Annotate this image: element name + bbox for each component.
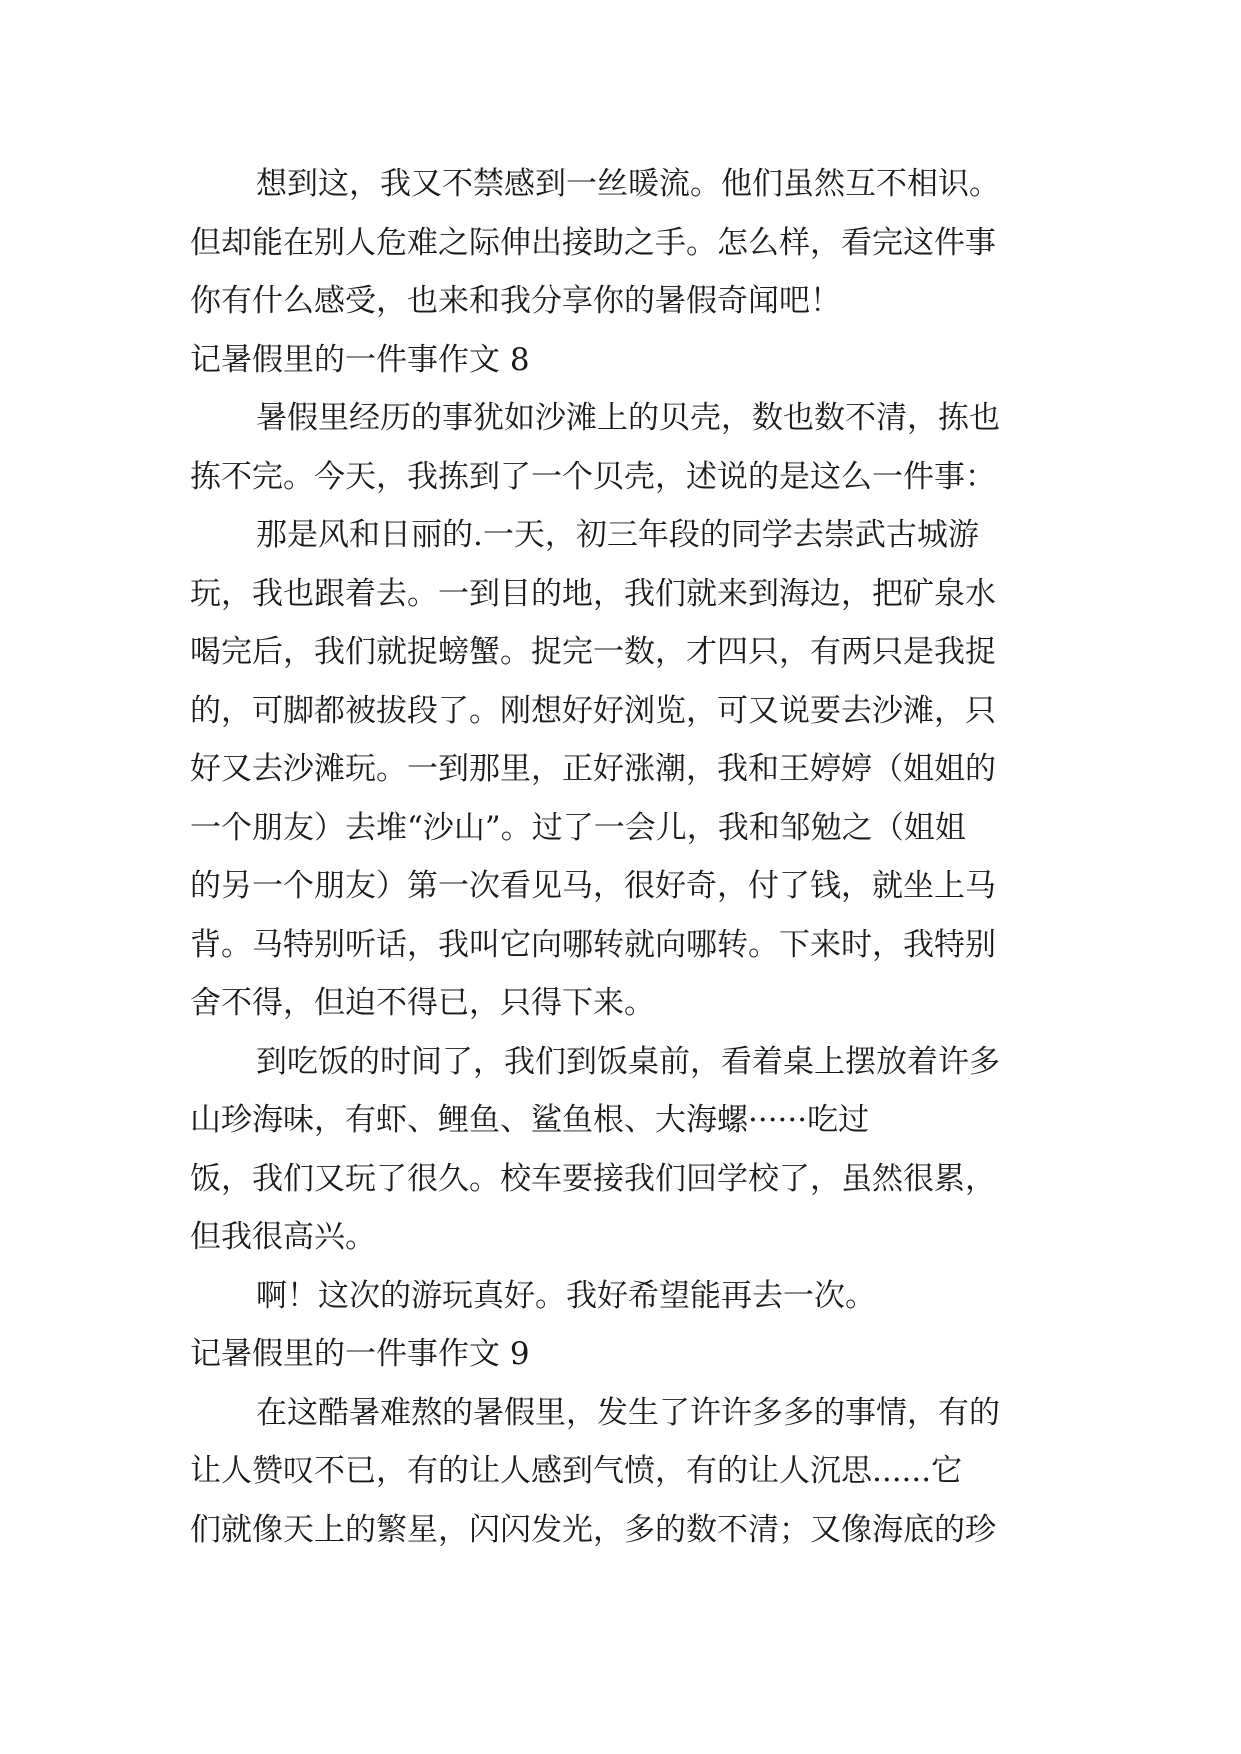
paragraph-line: 们就像天上的繁星，闪闪发光，多的数不清；又像海底的珍: [190, 1511, 996, 1548]
paragraph-line: 但我很高兴。: [190, 1219, 376, 1255]
paragraph-line: 拣不完。今天，我拣到了一个贝壳，述说的是这么一件事：: [190, 458, 996, 495]
paragraph-line: 那是风和日丽的.一天，初三年段的同学去崇武古城游: [256, 517, 979, 553]
paragraph-line: 在这酷暑难熬的暑假里，发生了许许多多的事情，有的: [256, 1394, 1000, 1431]
paragraph-line: 的，可脚都被拔段了。刚想好好浏览，可又说要去沙滩，只: [190, 692, 996, 729]
paragraph-line: 你有什么感受，也来和我分享你的暑假奇闻吧！: [190, 283, 841, 319]
paragraph-line: 的另一个朋友）第一次看见马，很好奇，付了钱，就坐上马: [190, 868, 996, 904]
paragraph-line: 想到这，我又不禁感到一丝暖流。他们虽然互不相识。: [256, 166, 1000, 202]
paragraph-line: 饭，我们又玩了很久。校车要接我们回学校了，虽然很累，: [190, 1160, 996, 1197]
section-heading: 记暑假里的一件事作文 8: [190, 341, 530, 378]
section-heading: 记暑假里的一件事作文 9: [190, 1336, 530, 1372]
paragraph-line: 啊！这次的游玩真好。我好希望能再去一次。: [256, 1277, 876, 1314]
document-body: [190, 155, 1070, 1559]
paragraph-line: 好又去沙滩玩。一到那里，正好涨潮，我和王婷婷（姐姐的: [190, 751, 996, 787]
paragraph-line: 让人赞叹不已，有的让人感到气愤，有的让人沉思......它: [190, 1453, 963, 1489]
paragraph-line: 背。马特别听话，我叫它向哪转就向哪转。下来时，我特别: [190, 926, 996, 963]
paragraph-line: 但却能在别人危难之际伸出接助之手。怎么样，看完这件事: [190, 224, 996, 261]
paragraph-line: 玩，我也跟着去。一到目的地，我们就来到海边，把矿泉水: [190, 575, 996, 612]
paragraph-line: 山珍海味，有虾、鲤鱼、鲨鱼根、大海螺······吃过: [190, 1102, 870, 1138]
paragraph-line: 喝完后，我们就捉螃蟹。捉完一数，才四只，有两只是我捉: [190, 634, 996, 670]
paragraph-line: 到吃饭的时间了，我们到饭桌前，看着桌上摆放着许多: [256, 1043, 1000, 1080]
paragraph-line: 舍不得，但迫不得已，只得下来。: [190, 985, 655, 1021]
paragraph-line: 一个朋友）去堆“沙山”。过了一会儿，我和邹勉之（姐姐: [190, 809, 966, 846]
paragraph-line: 暑假里经历的事犹如沙滩上的贝壳，数也数不清，拣也: [256, 400, 1000, 436]
